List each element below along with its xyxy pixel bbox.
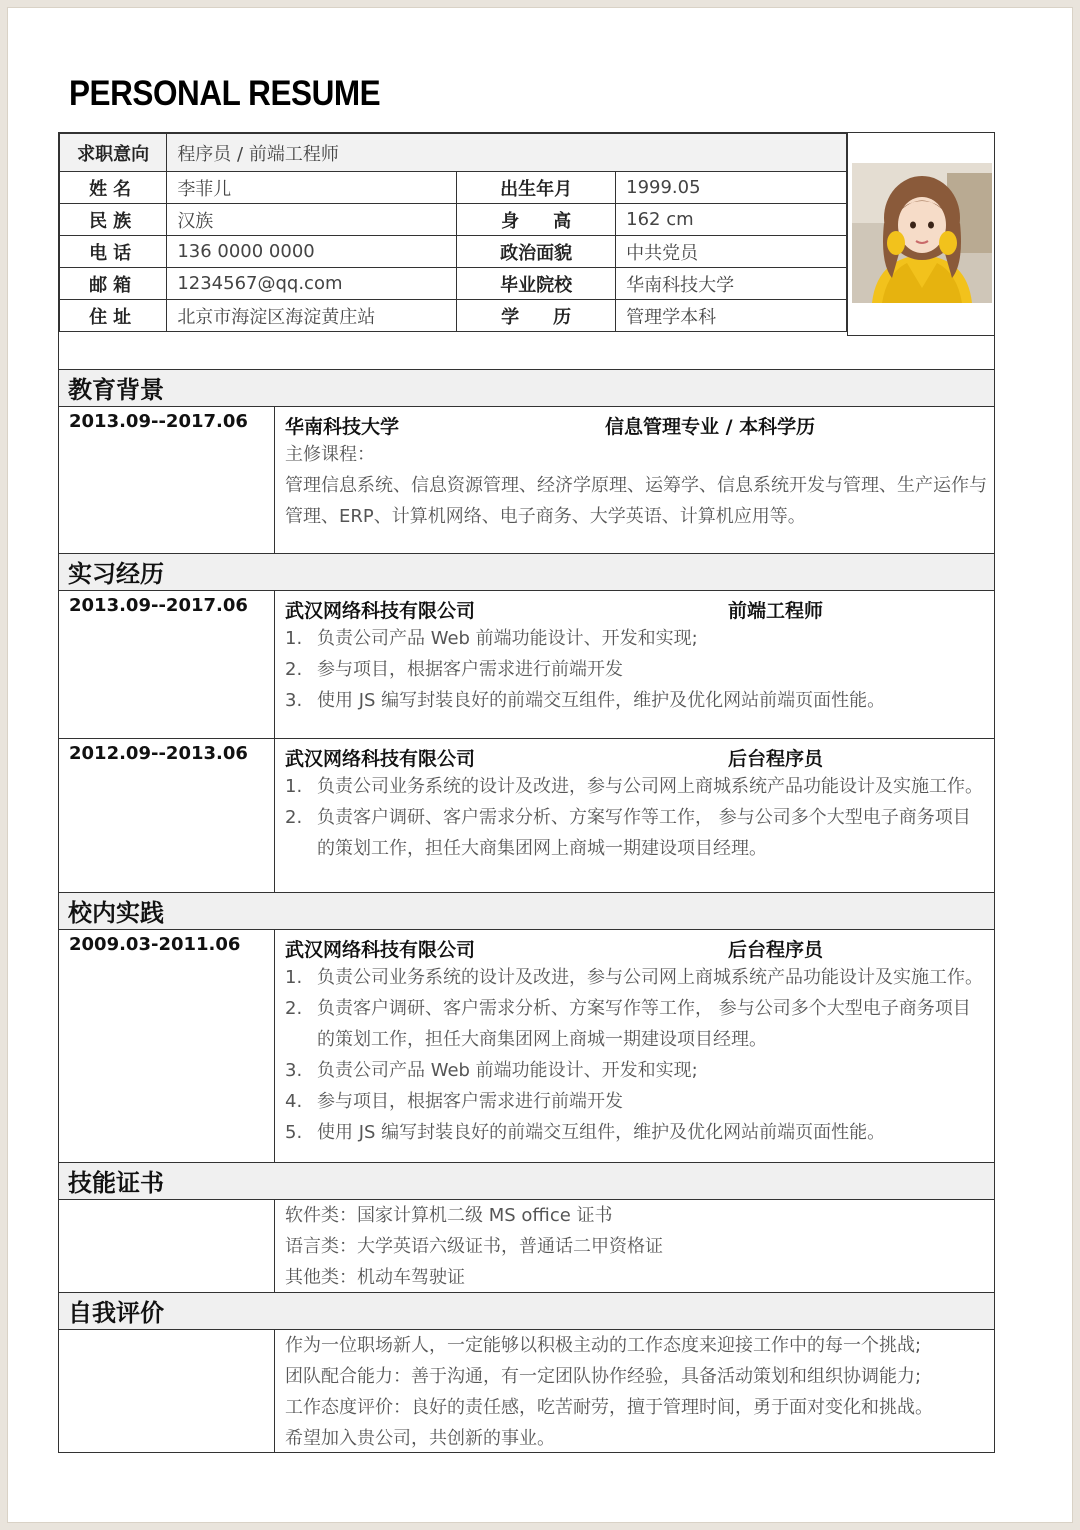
education-entry xyxy=(59,407,994,554)
self-line: 作为一位职场新人，一定能够以积极主动的工作态度来迎接工作中的每一个挑战; xyxy=(285,1335,922,1356)
education-major: 信息管理专业 / 本科学历 xyxy=(605,416,816,438)
internship-entry xyxy=(59,591,994,739)
spacer-row xyxy=(59,336,994,370)
list-item: 1. 负责公司业务系统的设计及改进，参与公司网上商城系统产品功能设计及实施工作。 xyxy=(285,967,983,988)
self-line: 团队配合能力：善于沟通，有一定团队协作经验，具备活动策划和组织协调能力; xyxy=(285,1366,922,1387)
section-header-campus: 校内实践 xyxy=(59,893,994,930)
list-item: 1. 负责公司业务系统的设计及改进，参与公司网上商城系统产品功能设计及实施工作。 xyxy=(285,776,983,797)
phone-value: 136 0000 0000 xyxy=(167,236,457,268)
campus-date: 2009.03-2011.06 xyxy=(59,930,275,1162)
school-label: 毕业院校 xyxy=(457,268,616,300)
section-header-self: 自我评价 xyxy=(59,1293,994,1330)
degree-value: 管理学本科 xyxy=(616,300,847,332)
section-header-education: 教育背景 xyxy=(59,370,994,407)
campus-details xyxy=(275,930,994,1148)
address-label: 住址 xyxy=(60,300,167,332)
address-value: 北京市海淀区海淀黄庄站 xyxy=(167,300,457,332)
list-item: 3. 使用 JS 编写封装良好的前端交互组件，维护及优化网站前端页面性能。 xyxy=(285,690,886,711)
internship-details xyxy=(275,591,994,716)
internship-details xyxy=(275,739,994,864)
education-date: 2013.09--2017.06 xyxy=(59,407,275,553)
school-value: 华南科技大学 xyxy=(616,268,847,300)
degree-label: 学历 xyxy=(457,300,616,332)
self-date-cell xyxy=(59,1330,275,1453)
internship-company: 武汉网络科技有限公司 xyxy=(285,600,476,622)
section-header-skills: 技能证书 xyxy=(59,1163,994,1200)
info-row xyxy=(60,236,847,268)
list-item: 2. 参与项目，根据客户需求进行前端开发 xyxy=(285,659,623,680)
political-label: 政治面貌 xyxy=(457,236,616,268)
skills-details xyxy=(275,1200,994,1293)
photo-cell xyxy=(847,133,995,336)
personal-info-table xyxy=(59,133,847,332)
ethnicity-label: 民族 xyxy=(60,204,167,236)
list-item: 4. 参与项目，根据客户需求进行前端开发 xyxy=(285,1091,623,1112)
internship-date: 2012.09--2013.06 xyxy=(59,739,275,892)
political-value: 中共党员 xyxy=(616,236,847,268)
birth-value: 1999.05 xyxy=(616,172,847,204)
list-item: 5. 使用 JS 编写封装良好的前端交互组件，维护及优化网站前端页面性能。 xyxy=(285,1122,886,1143)
skill-line: 其他类：机动车驾驶证 xyxy=(285,1267,465,1288)
internship-role: 后台程序员 xyxy=(728,748,824,770)
height-value: 162 cm xyxy=(616,204,847,236)
courses-text: 管理信息系统、信息资源管理、经济学原理、运筹学、信息系统开发与管理、生产运作与管理、ERP、计算机网络、电子商务、大学英语、计算机应用等。 xyxy=(285,475,987,527)
objective-label: 求职意向 xyxy=(60,134,167,172)
objective-value: 程序员 / 前端工程师 xyxy=(167,134,847,172)
internship-date: 2013.09--2017.06 xyxy=(59,591,275,738)
education-details xyxy=(275,407,994,532)
skill-line: 软件类：国家计算机二级 MS office 证书 xyxy=(285,1205,613,1226)
info-row xyxy=(60,268,847,300)
page-title: PERSONAL RESUME xyxy=(69,74,381,113)
internship-role: 前端工程师 xyxy=(728,600,824,622)
objective-row xyxy=(60,134,847,172)
list-item: 3. 负责公司产品 Web 前端功能设计、开发和实现; xyxy=(285,1060,698,1081)
email-value: 1234567@qq.com xyxy=(167,268,457,300)
self-line: 工作态度评价：良好的责任感，吃苦耐劳，擅于管理时间，勇于面对变化和挑战。 xyxy=(285,1397,933,1418)
info-row xyxy=(60,204,847,236)
list-item: 1. 负责公司产品 Web 前端功能设计、开发和实现; xyxy=(285,628,698,649)
education-school: 华南科技大学 xyxy=(285,416,400,438)
name-label: 姓名 xyxy=(60,172,167,204)
section-header-internship: 实习经历 xyxy=(59,554,994,591)
email-label: 邮箱 xyxy=(60,268,167,300)
courses-label: 主修课程： xyxy=(285,444,375,465)
ethnicity-value: 汉族 xyxy=(167,204,457,236)
birth-label: 出生年月 xyxy=(457,172,616,204)
profile-photo xyxy=(852,163,992,303)
campus-company: 武汉网络科技有限公司 xyxy=(285,939,476,961)
name-value: 李菲儿 xyxy=(167,172,457,204)
skill-line: 语言类：大学英语六级证书，普通话二甲资格证 xyxy=(285,1236,663,1257)
info-row xyxy=(60,172,847,204)
skills-date-cell xyxy=(59,1200,275,1292)
campus-entry xyxy=(59,930,994,1163)
campus-role: 后台程序员 xyxy=(728,939,824,961)
resume-sheet xyxy=(58,132,995,1453)
height-label: 身高 xyxy=(457,204,616,236)
resume-page xyxy=(8,8,1072,1522)
internship-company: 武汉网络科技有限公司 xyxy=(285,748,476,770)
info-row xyxy=(60,300,847,332)
self-details xyxy=(275,1330,994,1454)
self-entry xyxy=(59,1330,994,1453)
internship-entry xyxy=(59,739,994,893)
list-item: 2. 负责客户调研、客户需求分析、方案写作等工作， 参与公司多个大型电子商务项目的策划工作，担任大商集团网上商城一期建设项目经理。 xyxy=(285,807,971,859)
self-line: 希望加入贵公司，共创新的事业。 xyxy=(285,1428,555,1449)
phone-label: 电话 xyxy=(60,236,167,268)
list-item: 2. 负责客户调研、客户需求分析、方案写作等工作， 参与公司多个大型电子商务项目的策划工作，担任大商集团网上商城一期建设项目经理。 xyxy=(285,998,971,1050)
skills-entry xyxy=(59,1200,994,1293)
